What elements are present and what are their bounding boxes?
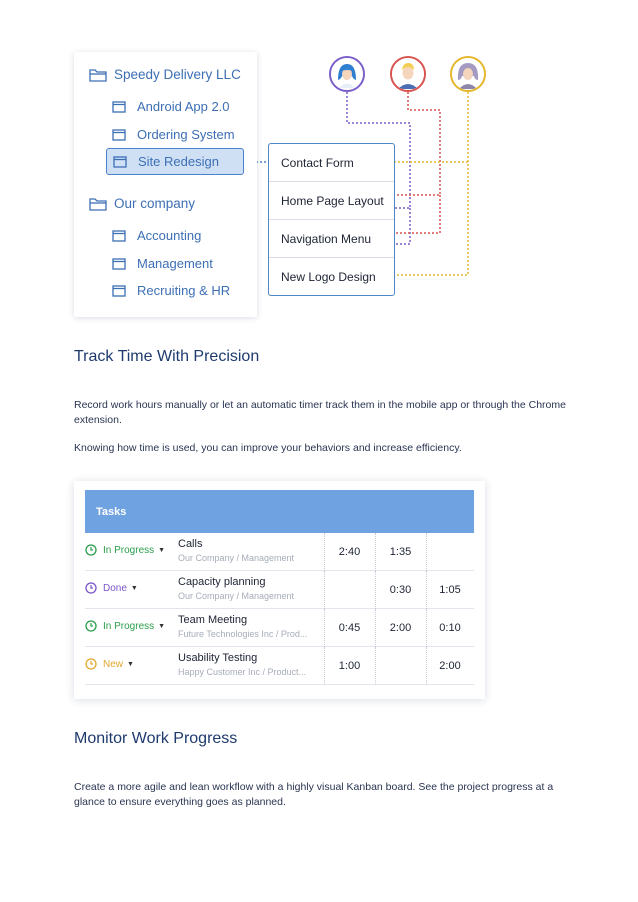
- task-project: Happy Customer Inc / Product...: [178, 667, 307, 677]
- time-cell[interactable]: 0:30: [389, 584, 412, 596]
- time-cell[interactable]: 0:45: [338, 622, 361, 634]
- task-item-navigation-menu[interactable]: Navigation Menu: [269, 220, 394, 258]
- task-name: Capacity planning: [178, 576, 266, 588]
- tree-org-label: Our company: [114, 196, 196, 211]
- avatar-gray-hair[interactable]: [450, 56, 486, 92]
- table-row[interactable]: [85, 647, 474, 685]
- time-cell[interactable]: 1:00: [338, 660, 361, 672]
- task-item-new-logo-design[interactable]: New Logo Design: [281, 270, 376, 284]
- tree-project-label: Accounting: [137, 228, 202, 243]
- task-name: Calls: [178, 538, 203, 550]
- tree-project-label: Recruiting & HR: [137, 283, 231, 298]
- project-icon: [112, 128, 130, 142]
- status-label: In Progress: [103, 620, 155, 632]
- project-tree-panel: [74, 52, 257, 317]
- avatar-blue-hair[interactable]: [329, 56, 365, 92]
- clock-icon: [85, 658, 97, 670]
- tree-project-label: Management: [137, 256, 213, 271]
- time-cell[interactable]: [324, 571, 375, 609]
- tree-project-label: Ordering System: [137, 127, 235, 142]
- avatar-blond[interactable]: [390, 56, 426, 92]
- table-row[interactable]: [85, 609, 474, 647]
- time-cell[interactable]: [375, 647, 426, 685]
- status-label: In Progress: [103, 544, 155, 556]
- table-row[interactable]: [85, 571, 474, 609]
- project-icon: [112, 100, 130, 114]
- time-cell[interactable]: 1:05: [439, 584, 461, 596]
- caret-down-icon: ▼: [158, 546, 166, 554]
- caret-down-icon: ▼: [158, 622, 166, 630]
- status-dropdown[interactable]: [85, 658, 134, 670]
- tasks-table-header: Tasks: [85, 490, 474, 533]
- section-title-track-time: Track Time With Precision: [74, 348, 260, 365]
- task-item-contact-form[interactable]: Contact Form: [269, 144, 394, 182]
- status-label: New: [103, 658, 124, 670]
- status-dropdown[interactable]: [85, 620, 165, 632]
- folder-icon: [89, 197, 107, 211]
- time-cell[interactable]: 0:10: [439, 622, 461, 634]
- task-project: Future Technologies Inc / Prod...: [178, 629, 308, 639]
- tree-project-label: Android App 2.0: [137, 99, 230, 114]
- time-cell[interactable]: 2:00: [389, 622, 412, 634]
- project-icon: [113, 155, 131, 169]
- status-dropdown[interactable]: [85, 544, 165, 556]
- project-icon: [112, 229, 130, 243]
- tree-project-ordering-system[interactable]: [112, 127, 235, 142]
- status-label: Done: [103, 582, 127, 594]
- clock-icon: [85, 620, 97, 632]
- task-list-panel: [268, 143, 395, 296]
- tree-project-site-redesign[interactable]: [106, 148, 244, 175]
- time-cell[interactable]: 2:40: [338, 546, 361, 558]
- task-name: Team Meeting: [178, 614, 248, 626]
- caret-down-icon: ▼: [130, 584, 138, 592]
- task-item-home-page-layout[interactable]: Home Page Layout: [269, 182, 394, 220]
- tree-project-management[interactable]: [112, 256, 213, 271]
- task-name: Usability Testing: [178, 652, 258, 664]
- tree-project-label: Site Redesign: [138, 154, 219, 169]
- section-paragraph-3: Create a more agile and lean workflow with a highly visual Kanban board. See the project progress at a glance to ensure everything goes as planned.: [74, 781, 554, 808]
- task-project: Our Company / Management: [178, 591, 295, 601]
- caret-down-icon: ▼: [127, 660, 134, 668]
- clock-icon: [85, 544, 97, 556]
- tree-project-android-app[interactable]: [112, 99, 230, 114]
- status-dropdown[interactable]: [85, 582, 138, 594]
- time-cell[interactable]: 1:35: [389, 546, 412, 558]
- project-icon: [112, 284, 130, 298]
- tree-org-our-company[interactable]: [89, 196, 195, 211]
- tasks-table-card: [74, 481, 485, 699]
- section-paragraph-1: Record work hours manually or let an automatic timer track them in the mobile app or through the Chrome extension.: [74, 399, 566, 426]
- time-cell[interactable]: 2:00: [439, 660, 461, 672]
- tree-org-label: Speedy Delivery LLC: [114, 67, 241, 82]
- section-paragraph-2: Knowing how time is used, you can improve your behaviors and increase efficiency.: [74, 442, 462, 454]
- folder-icon: [89, 68, 107, 82]
- tree-project-recruiting-hr[interactable]: [112, 283, 230, 298]
- tree-org-speedy-delivery[interactable]: [89, 67, 241, 82]
- section-title-monitor-progress: Monitor Work Progress: [74, 730, 238, 747]
- clock-icon: [85, 582, 97, 594]
- project-icon: [112, 257, 130, 271]
- task-project: Our Company / Management: [178, 553, 295, 563]
- table-row[interactable]: [85, 533, 474, 571]
- time-cell[interactable]: [426, 533, 474, 571]
- tree-project-accounting[interactable]: [112, 228, 201, 243]
